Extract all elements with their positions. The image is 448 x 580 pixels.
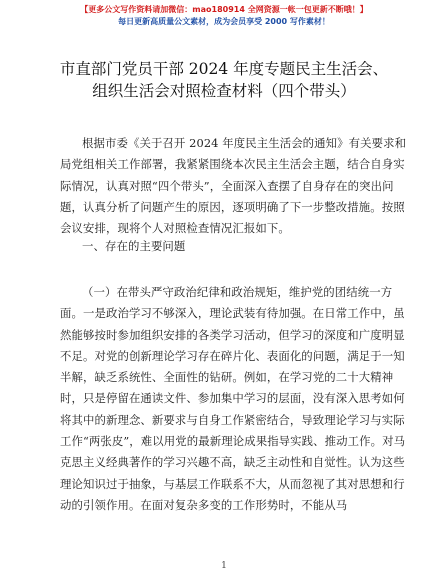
body-paragraph: （一）在带头严守政治纪律和政治规矩，维护党的团结统一方面。一是政治学习不够深入，理论武装有待加强。在日常工作中，虽然能够按时参加组织安排的各类学习活动，但学习的深度和广度明显不足。对党的创新理论学习存在碎片化、表面化的问题，满足于一知半解，缺乏系统性、全面性的钻研。例如，在学习党的二十大精神时，只是停留在通读文件、参加集中学习的层面，没有深入思考如何将其中的新理念、新要求与自身工作紧密结合，导致理论学习与实际工作“两张皮”，难以用党的最新理论成果指导实践、推动工作。对马克思主义经典著作的学习兴趣不高，缺乏主动性和自觉性。认为这些理论知识过于抽象，与基层工作联系不大，从而忽视了其对思想和行动的引领作用。在面对复杂多变的工作形势时，不能从马	[60, 285, 406, 512]
document-title-line-2: 组织生活会对照检查材料（四个带头）	[92, 82, 356, 100]
intro-paragraph: 根据市委《关于召开 2024 年度民主生活会的通知》有关要求和局党组相关工作部署，我紧紧围绕本次民主生活会主题，结合自身实际情况，认真对照“四个带头”，全面深入查摆了自身存在的突出问题，认真分析了问题产生的原因，逐项明确了下一步整改措施。按照会议安排，现将个人对照检查情况汇报如下。	[60, 136, 407, 236]
intro-paragraph-block	[60, 133, 412, 239]
section-heading: 一、存在的主要问题	[82, 239, 186, 253]
promo-banner-line-1: 【更多公文写作资料请加微信：mao180914 全网资源一帐一包更新不断哦！】	[80, 5, 368, 14]
page-number: 1	[221, 561, 227, 571]
document-title	[0, 58, 448, 102]
body-paragraph-block	[60, 282, 412, 516]
document-title-line-1: 市直部门党员干部 2024 年度专题民主生活会、	[59, 60, 389, 78]
promo-banner-line-2: 每日更新高质量公文素材，成为会员享受 2000 写作素材！	[118, 17, 330, 26]
section-heading-block	[60, 236, 412, 257]
